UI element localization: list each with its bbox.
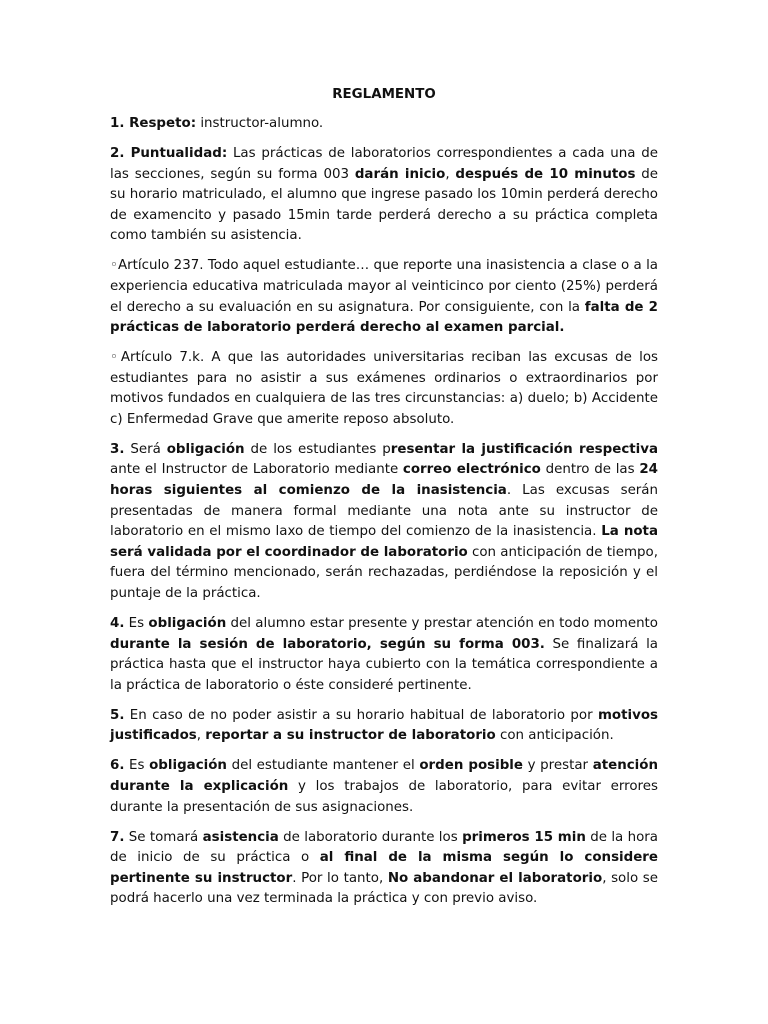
text-run: , solo se podrá hacerlo una vez terminada la práctica y con previo aviso. [110, 870, 658, 907]
text-run: , [445, 166, 456, 182]
bold-text: 4. [110, 616, 125, 632]
bold-text: correo electrónico [402, 462, 541, 478]
bold-text: obligación [166, 441, 245, 457]
text-run: Se tomará [124, 829, 203, 845]
bold-text: La nota será validada por el coordinador de laboratorio [110, 524, 658, 560]
bold-text: durante la sesión de laboratorio, según su forma 003. [110, 636, 545, 652]
text-run: Las prácticas de laboratorios correspondientes a cada una de las secciones, según su forma 003 [110, 145, 658, 182]
rule-paragraph [110, 756, 658, 818]
rule-paragraph [110, 348, 658, 430]
bold-text: reportar a su instructor de laboratorio [205, 728, 496, 744]
bold-text: obligación [148, 616, 227, 632]
text-run: de la hora de inicio de su práctica o [110, 829, 659, 866]
text-run: del alumno estar presente y prestar atención en todo momento [226, 616, 659, 632]
text-run: Se finalizará la práctica hasta que el instructor haya cubierto con la temática correspondiente a la práctica de laboratorio o éste consideré pertinente. [110, 636, 659, 693]
text-run: con anticipación. [495, 728, 614, 744]
text-run: instructor-alumno. [196, 116, 324, 131]
text-run: , [196, 728, 206, 744]
bold-text: después de 10 minutos [455, 166, 636, 182]
rule-paragraph [110, 614, 658, 696]
text-run: En caso de no poder asistir a su horario habitual de laboratorio por [124, 707, 598, 723]
bold-text: resentar la justificación respectiva [390, 441, 659, 457]
rule-paragraph [110, 440, 658, 605]
bold-text: atención durante la explicación [110, 758, 658, 794]
document-body [110, 85, 658, 919]
rules-list [110, 114, 658, 910]
document-title: REGLAMENTO [332, 87, 436, 102]
text-run: ◦Artículo 7.k. A que las autoridades universitarias reciban las excusas de los estudiantes para no asistir a sus exámenes ordinarios o extraordinarios por motivos fundados en cualquiera de las tres circunstancias: a) duelo; b) Accidente c) Enfermedad Grave que amerite reposo absoluto. [110, 350, 658, 427]
bold-text: 24 horas siguientes al comienzo de la inasistencia [110, 462, 658, 499]
text-run: Es [124, 616, 149, 632]
rule-paragraph [110, 114, 658, 135]
bold-text: 7. [110, 829, 125, 845]
bold-text: 2. Puntualidad: [110, 145, 228, 161]
text-run: de los estudiantes p [244, 441, 391, 457]
text-run: con anticipación de tiempo, fuera del término mencionado, serán rechazadas, perdiéndose la reposición y el puntaje de la práctica. [110, 544, 658, 602]
rule-paragraph [110, 256, 658, 338]
text-run: Es [124, 758, 150, 774]
bold-text: 3. [110, 441, 125, 457]
bold-text: primeros 15 min [462, 829, 586, 845]
text-run: . Por lo tanto, [292, 870, 388, 886]
text-run: ante el Instructor de Laboratorio mediante [110, 462, 403, 478]
rule-paragraph [110, 144, 658, 247]
bold-text: motivos justificados [110, 707, 658, 744]
bold-text: falta de 2 prácticas de laboratorio perderá derecho al examen parcial. [110, 299, 658, 336]
bold-text: asistencia [202, 829, 279, 845]
rule-paragraph [110, 706, 658, 747]
bold-text: 1. Respeto: [110, 116, 197, 131]
rule-paragraph [110, 828, 658, 910]
bold-text: 6. [110, 758, 125, 774]
bold-text: darán inicio [354, 166, 446, 182]
bold-text: al final de la misma según lo considere pertinente su instructor [110, 850, 658, 886]
bold-text: orden posible [419, 758, 523, 774]
bold-text: 5. [110, 707, 125, 723]
text-run: y los trabajos de laboratorio, para evitar errores durante la presentación de sus asignaciones. [110, 778, 658, 815]
text-run: de laboratorio durante los [278, 829, 463, 845]
text-run: y prestar [522, 758, 593, 774]
text-run: dentro de las [540, 462, 640, 478]
text-run: . Las excusas serán presentadas de manera formal mediante una nota ante su instructor de laboratorio en el mismo laxo de tiempo del comienzo de la inasistencia. [110, 483, 658, 540]
text-run: Será [124, 441, 167, 457]
bold-text: No abandonar el laboratorio [387, 870, 603, 886]
text-run: ◦Artículo 237. Todo aquel estudiante… que reporte una inasistencia a clase o a la experiencia educativa matriculada mayor al veinticinco por ciento (25%) perderá el derecho a su evaluación en su asignatura. Por consiguiente, con la [110, 258, 658, 315]
bold-text: obligación [149, 758, 227, 774]
text-run: de su horario matriculado, el alumno que ingrese pasado los 10min perderá derecho de examencito y pasado 15min tarde perderá derecho a su práctica completa como también su asistencia. [110, 166, 659, 244]
text-run: del estudiante mantener el [226, 758, 420, 774]
